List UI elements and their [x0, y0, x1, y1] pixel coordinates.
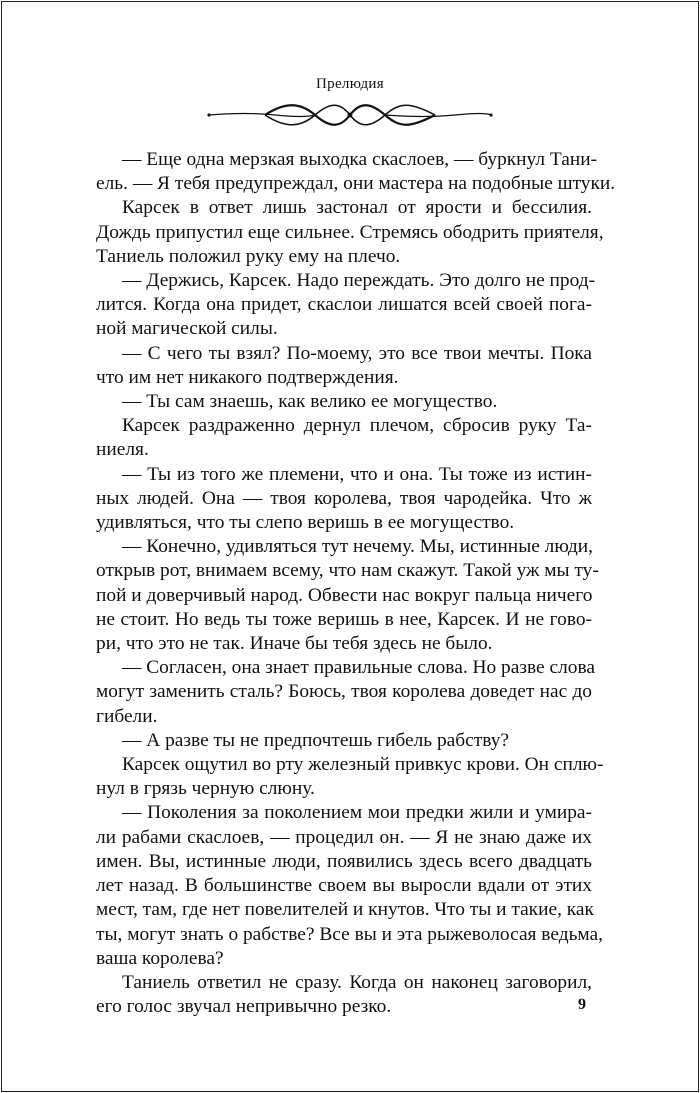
- paragraph: [96, 971, 592, 1019]
- text-line: ель. — Я тебя предупреждал, они мастера на подобные штуки.: [96, 173, 616, 195]
- paragraph: [96, 656, 595, 729]
- text-line: ниеля.: [96, 439, 149, 461]
- paragraph: [96, 148, 616, 196]
- text-line: его голос звучал непривычно резко.: [96, 996, 392, 1018]
- paragraph: [96, 196, 604, 269]
- text-line: ных людей. Она — твоя королева, твоя чародейка. Что ж: [96, 487, 592, 509]
- text-line: ты, могут знать о рабстве? Все вы и эта рыжеволосая ведьма,: [96, 923, 604, 945]
- text-line: Таниель ответил не сразу. Когда он наконец заговорил,: [122, 971, 592, 993]
- body-text: [96, 148, 616, 1019]
- text-line: — Согласен, она знает правильные слова. Но разве слова: [122, 657, 595, 679]
- text-line: ли рабами скаслоев, — процедил он. — Я не знаю даже их: [96, 826, 592, 848]
- text-line: — Поколения за поколением мои предки жили и умира-: [122, 802, 592, 824]
- text-line: — Ты сам знаешь, как велико ее могущество.: [122, 391, 498, 413]
- text-line: — Держись, Карсек. Надо переждать. Это долго не прод-: [122, 270, 596, 292]
- text-line: лится. Когда она придет, скаслои лишатся всей своей пога-: [96, 294, 592, 316]
- text-line: имен. Вы, истинные люди, появились здесь всего двадцать: [96, 850, 592, 872]
- text-line: — Конечно, удивляться тут нечему. Мы, истинные люди,: [122, 536, 593, 558]
- paragraph: [96, 463, 592, 536]
- text-line: могут заменить сталь? Боюсь, твоя королева доведет нас до: [96, 681, 592, 703]
- text-line: Карсек раздраженно дернул плечом, сбросив руку Та-: [122, 415, 592, 437]
- text-line: что им нет никакого подтверждения.: [96, 366, 399, 388]
- text-line: гибели.: [96, 705, 158, 727]
- paragraph: [96, 390, 592, 414]
- text-line: Таниель положил руку ему на плечо.: [96, 245, 401, 267]
- paragraph: [96, 414, 592, 462]
- text-line: удивляться, что ты слепо веришь в ее могущество.: [96, 512, 515, 534]
- running-header: Прелюдия: [316, 76, 384, 92]
- text-line: лет назад. В большинстве своем вы выросли вдали от этих: [96, 875, 592, 897]
- text-line: ваша королева?: [96, 947, 224, 969]
- text-line: мест, там, где нет повелителей и кнутов. Что ты и такие, как: [96, 899, 594, 921]
- text-line: ной магической силы.: [96, 318, 278, 340]
- paragraph: [96, 269, 596, 342]
- text-line: — Ты из того же племени, что и она. Ты тоже из истин-: [122, 463, 592, 485]
- text-line: Дождь припустил еще сильнее. Стремясь ободрить приятеля,: [96, 221, 604, 243]
- ornament-flourish-icon: [205, 98, 495, 132]
- text-line: — А разве ты не предпочтешь гибель рабству?: [122, 729, 509, 751]
- paragraph: [96, 535, 599, 656]
- text-line: не стоит. Но ведь ты тоже веришь в нее, Карсек. И не гово-: [96, 608, 592, 630]
- paragraph: [96, 753, 604, 801]
- text-line: Карсек ощутил во рту железный привкус крови. Он сплю-: [122, 754, 604, 776]
- text-line: — Еще одна мерзкая выходка скаслоев, — буркнул Тани-: [122, 149, 598, 170]
- paragraph: [96, 729, 592, 753]
- text-line: нул в грязь черную слюну.: [96, 778, 315, 800]
- paragraph: [96, 342, 592, 390]
- text-line: Карсек в ответ лишь застонал от ярости и бессилия.: [122, 197, 592, 219]
- page-number: 9: [578, 996, 586, 1013]
- text-line: — С чего ты взял? По-моему, это все твои мечты. Пока: [122, 342, 592, 364]
- paragraph: [96, 801, 604, 970]
- text-line: открыв рот, внимаем всему, что нам скажут. Такой уж мы ту-: [96, 560, 599, 582]
- text-line: пой и доверчивый народ. Обвести нас вокруг пальца ничего: [96, 584, 593, 606]
- text-line: ри, что это не так. Иначе бы тебя здесь не было.: [96, 633, 493, 655]
